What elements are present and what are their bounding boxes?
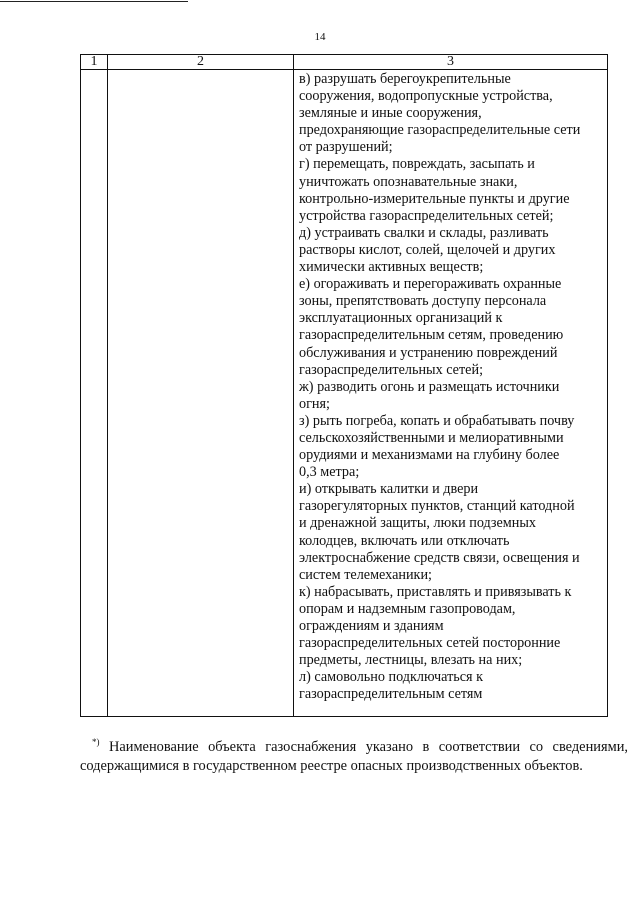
- text-line: газораспределительных сетей;: [299, 361, 484, 378]
- text-line: и дренажной защиты, люки подземных: [299, 515, 536, 532]
- text-line: к) набрасывать, приставлять и привязывать к: [299, 583, 572, 600]
- top-divider: [0, 1, 188, 2]
- page-number: 14: [314, 31, 326, 43]
- cell-col2: [108, 70, 294, 717]
- text-line: предохраняющие газораспределительные сети: [299, 122, 581, 139]
- footnote-line-2: содержащимися в государственном реестре опасных производственных объектов.: [80, 758, 583, 774]
- column-header-1: 1: [81, 55, 108, 70]
- text-line: з) рыть погреба, копать и обрабатывать почву: [299, 412, 575, 429]
- text-line: газораспределительных сетей посторонние: [299, 635, 561, 652]
- text-line: опорам и надземным газопроводам,: [299, 600, 516, 617]
- text-line: сельскохозяйственными и мелиоративными: [299, 429, 564, 446]
- text-line: контрольно-измерительные пункты и другие: [299, 190, 570, 207]
- text-line: газораспределительным сетям: [299, 686, 483, 703]
- text-line: растворы кислот, солей, щелочей и других: [299, 241, 556, 258]
- footnote-text-1: Наименование объекта газоснабжения указано в соответствии со сведениями,: [108, 739, 628, 755]
- text-line: химически активных веществ;: [299, 259, 484, 276]
- text-line: и) открывать калитки и двери: [299, 481, 479, 498]
- text-line: колодцев, включать или отключать: [299, 532, 510, 549]
- text-line: огня;: [299, 395, 330, 412]
- text-line: земляные и иные сооружения,: [299, 105, 482, 122]
- text-line: орудиями и механизмами на глубину более: [299, 447, 560, 464]
- text-line: эксплуатационных организаций к: [299, 310, 503, 327]
- text-line: сооружения, водопропускные устройства,: [299, 88, 553, 105]
- footnote-marker: *): [92, 737, 100, 747]
- column-header-3: 3: [294, 55, 608, 70]
- cell-col3: [294, 70, 608, 717]
- text-line: газорегуляторных пунктов, станций катодной: [299, 498, 575, 515]
- requirements-table: [80, 54, 608, 717]
- text-line: ограждениям и зданиям: [299, 618, 444, 634]
- table-header-row: [81, 55, 608, 70]
- text-line: в) разрушать берегоукрепительные: [299, 71, 511, 87]
- prohibitions-list: [294, 70, 607, 703]
- text-line: л) самовольно подключаться к: [299, 669, 484, 686]
- text-line: уничтожать опознавательные знаки,: [299, 173, 518, 190]
- text-line: е) огораживать и перегораживать охранные: [299, 276, 562, 293]
- text-line: устройства газораспределительных сетей;: [299, 207, 554, 224]
- table-row: [81, 70, 608, 717]
- text-line: от разрушений;: [299, 139, 393, 156]
- text-line: д) устраивать свалки и склады, разливать: [299, 224, 549, 241]
- column-header-2: 2: [108, 55, 294, 70]
- footnote: [80, 733, 628, 776]
- footnote-line-1: [80, 733, 628, 757]
- text-line: ж) разводить огонь и размещать источники: [299, 378, 560, 395]
- text-line: электроснабжение средств связи, освещения и: [299, 549, 580, 566]
- cell-col1: [81, 70, 108, 717]
- text-line: г) перемещать, повреждать, засыпать и: [299, 156, 535, 173]
- text-line: систем телемеханики;: [299, 566, 432, 583]
- text-line: зоны, препятствовать доступу персонала: [299, 293, 547, 310]
- text-line: газораспределительным сетям, проведению: [299, 327, 564, 344]
- text-line: 0,3 метра;: [299, 464, 360, 481]
- text-line: предметы, лестницы, влезать на них;: [299, 652, 523, 669]
- text-line: обслуживания и устранению повреждений: [299, 344, 558, 361]
